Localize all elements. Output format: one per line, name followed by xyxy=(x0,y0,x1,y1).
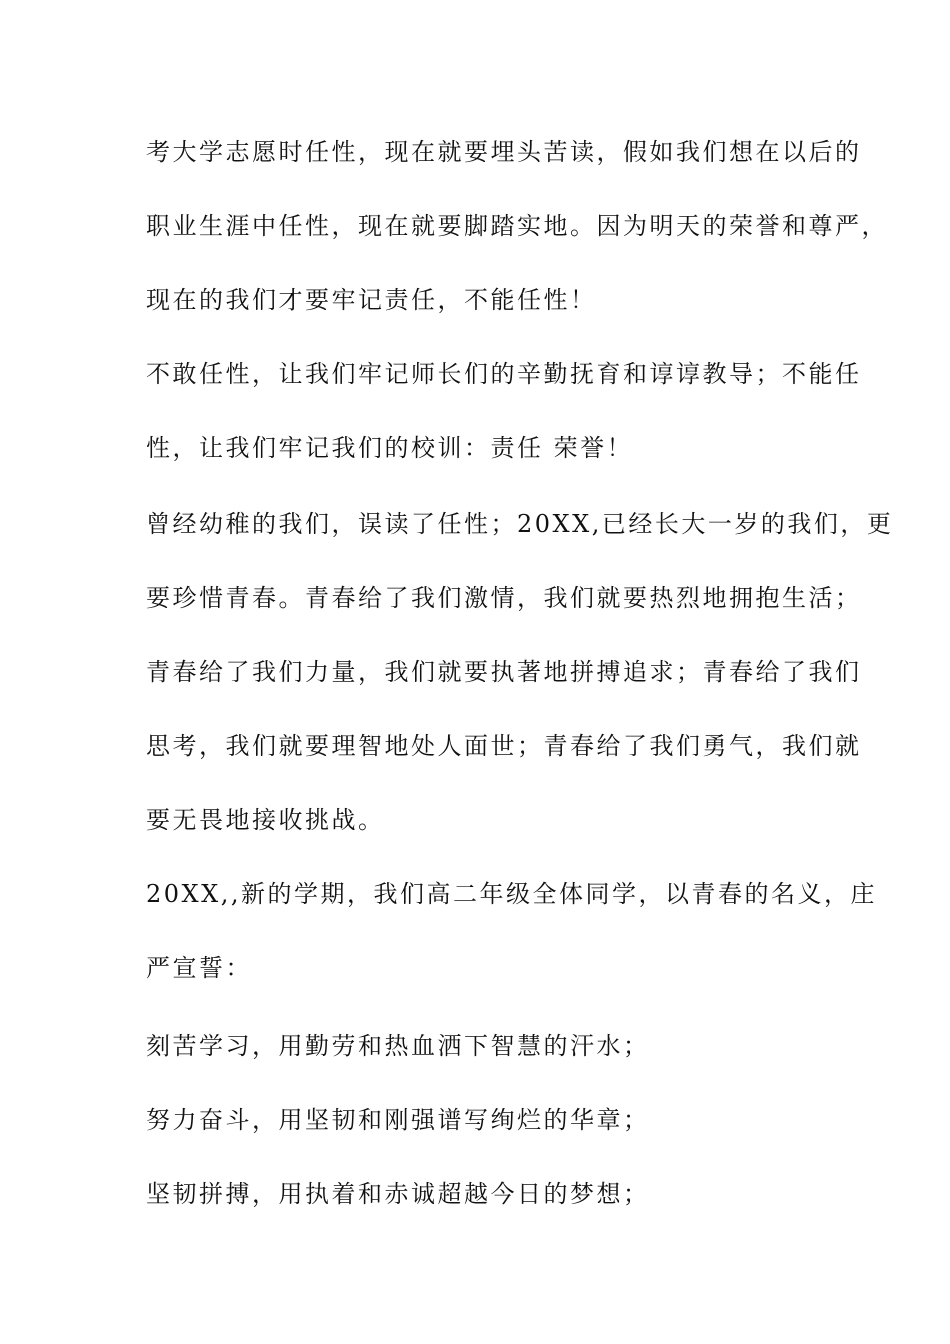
text-line: 要无畏地接收挑战。 xyxy=(146,806,385,834)
text-line: 努力奋斗，用坚韧和刚强谱写绚烂的华章； xyxy=(146,1106,650,1134)
text-line: 青春给了我们力量，我们就要执著地拼搏追求；青春给了我们 xyxy=(146,658,862,686)
text-line: 曾经幼稚的我们，误读了任性；20XX,已经长大一岁的我们，更 xyxy=(146,510,894,538)
text-line: 考大学志愿时任性，现在就要埋头苦读，假如我们想在以后的 xyxy=(146,138,862,166)
text-line: 职业生涯中任性，现在就要脚踏实地。因为明天的荣誉和尊严， xyxy=(146,212,888,240)
text-line: 要珍惜青春。青春给了我们激情，我们就要热烈地拥抱生活； xyxy=(146,584,862,612)
text-line: 严宣誓： xyxy=(146,954,252,982)
text-line: 现在的我们才要牢记责任，不能任性！ xyxy=(146,286,597,314)
text-line: 不敢任性，让我们牢记师长们的辛勤抚育和谆谆教导；不能任 xyxy=(146,360,862,388)
text-line: 20XX,,新的学期，我们高二年级全体同学，以青春的名义，庄 xyxy=(146,880,877,908)
text-line: 思考，我们就要理智地处人面世；青春给了我们勇气，我们就 xyxy=(146,732,862,760)
text-line: 刻苦学习，用勤劳和热血洒下智慧的汗水； xyxy=(146,1032,650,1060)
text-line: 性，让我们牢记我们的校训：责任 荣誉！ xyxy=(146,434,634,462)
text-line: 坚韧拼搏，用执着和赤诚超越今日的梦想； xyxy=(146,1180,650,1208)
